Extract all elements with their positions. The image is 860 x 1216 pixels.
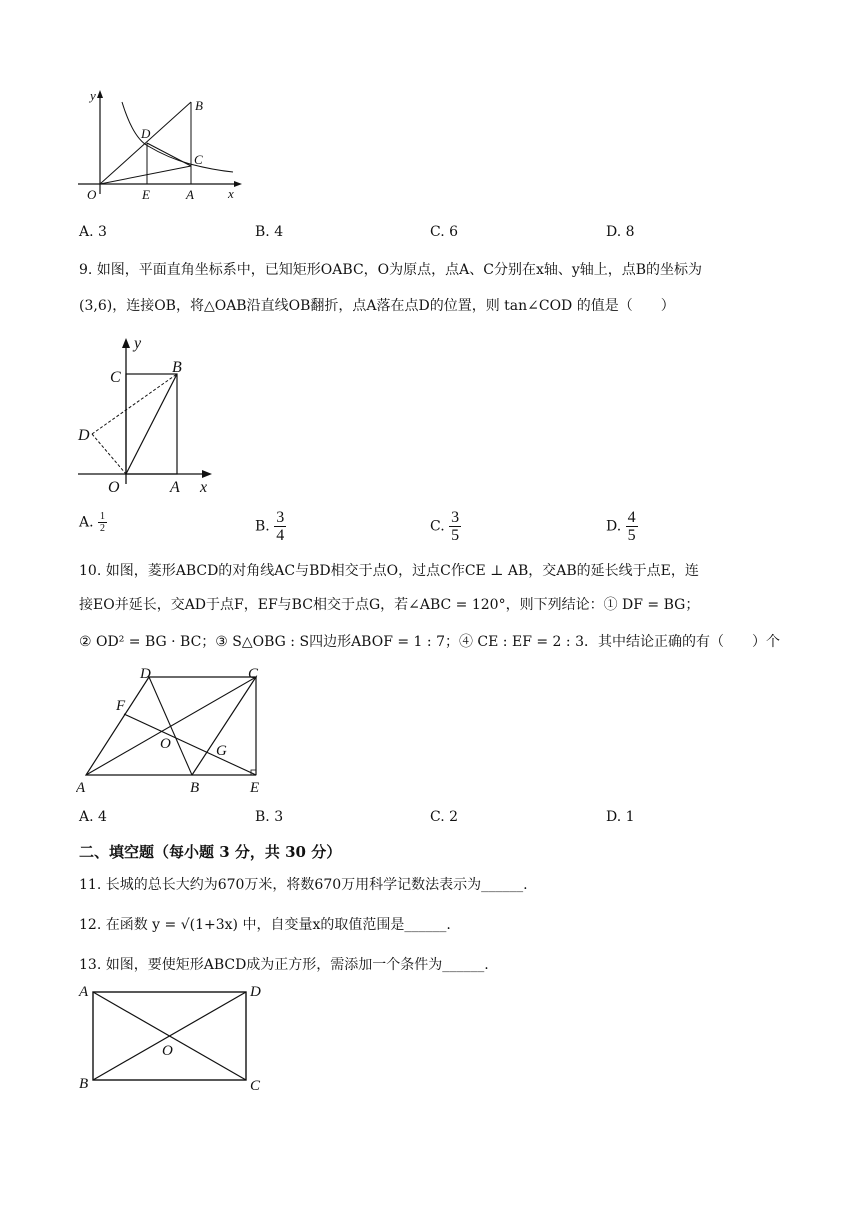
- q8-option-c[interactable]: C. 6: [430, 224, 459, 240]
- q10-label-F: F: [116, 698, 126, 714]
- q9-option-d-num: 4: [627, 509, 636, 526]
- q9-label-x: x: [200, 479, 208, 496]
- q9-option-a-letter: A.: [79, 514, 94, 531]
- q8-label-B: B: [195, 98, 203, 113]
- q8-label-O: O: [87, 187, 97, 202]
- q10-label-G: G: [216, 743, 227, 759]
- q10-stem-line2: 接EO并延长，交AD于点F，EF与BC相交于点G，若∠ABC = 120°，则下列结论：① DF = BG；: [79, 597, 700, 613]
- q9-label-D: D: [78, 427, 90, 444]
- q8-label-y: y: [90, 88, 96, 103]
- q9-option-c-fraction: [449, 509, 461, 544]
- q9-option-a-num: 1: [100, 511, 106, 522]
- q9-label-B: B: [172, 359, 182, 376]
- q10-label-D: D: [140, 666, 151, 682]
- q9-option-a-fraction: [98, 511, 107, 534]
- q9-option-c-num: 3: [451, 509, 460, 526]
- q10-stem-line1: 10. 如图，菱形ABCD的对角线AC与BD相交于点O，过点C作CE ⊥ AB，交AB的延长线于点E，连: [79, 563, 699, 579]
- q9-label-y: y: [134, 335, 142, 352]
- q8-label-D: D: [141, 126, 151, 141]
- q10-option-c[interactable]: C. 2: [430, 809, 459, 825]
- q9-option-c-den: 5: [451, 527, 460, 544]
- q8-option-b[interactable]: B. 4: [255, 224, 284, 240]
- q8-label-C: C: [194, 152, 203, 167]
- q10-figure: [76, 664, 276, 799]
- q9-option-c[interactable]: [430, 509, 461, 544]
- q11-text: 11. 长城的总长大约为670万米，将数670万用科学记数法表示为______.: [79, 877, 528, 893]
- q10-label-E: E: [250, 780, 260, 796]
- q9-option-b[interactable]: [255, 509, 286, 544]
- q9-stem-line1: 9. 如图，平面直角坐标系中，已知矩形OABC，O为原点，点A、C分别在x轴、y轴上，点B的坐标为: [79, 262, 703, 278]
- q13-label-A: A: [79, 984, 89, 1000]
- q8-figure: [78, 88, 248, 203]
- q9-label-C: C: [110, 369, 121, 386]
- q9-label-O: O: [108, 479, 120, 496]
- q10-stem-line3: ② OD² = BG · BC；③ S△OBG : S四边形ABOF = 1 : 7；④ CE : EF = 2 : 3．其中结论正确的有（ ）个: [79, 634, 780, 650]
- q9-stem-line2: (3,6)，连接OB，将△OAB沿直线OB翻折，点A落在点D的位置，则 tan∠COD 的值是（ ）: [79, 298, 675, 314]
- q10-label-O: O: [160, 736, 171, 752]
- q10-option-b[interactable]: B. 3: [255, 809, 284, 825]
- section-2-heading: 二、填空题（每小题 3 分，共 30 分）: [79, 843, 342, 861]
- q9-option-b-letter: B.: [255, 518, 270, 535]
- q13-text: 13. 如图，要使矩形ABCD成为正方形，需添加一个条件为______.: [79, 957, 489, 973]
- q10-label-C: C: [248, 666, 259, 682]
- q10-option-d[interactable]: D. 1: [606, 809, 635, 825]
- q9-option-d-fraction: [626, 509, 638, 544]
- q13-figure: [76, 980, 271, 1095]
- q8-option-a[interactable]: A. 3: [79, 224, 107, 240]
- q9-option-b-fraction: [274, 509, 286, 544]
- q9-option-b-den: 4: [276, 527, 285, 544]
- q13-label-D: D: [250, 984, 261, 1000]
- q9-option-d[interactable]: [606, 509, 638, 544]
- q13-label-B: B: [79, 1076, 89, 1092]
- q9-option-b-num: 3: [276, 509, 285, 526]
- q8-label-A: A: [186, 187, 194, 202]
- q13-label-C: C: [250, 1078, 261, 1094]
- q9-option-a-den: 2: [100, 523, 106, 534]
- q10-label-A: A: [76, 780, 86, 796]
- q9-label-A: A: [170, 479, 180, 496]
- q9-option-d-letter: D.: [606, 518, 622, 535]
- q8-label-x: x: [228, 186, 234, 201]
- q9-option-c-letter: C.: [430, 518, 445, 535]
- q12-text: 12. 在函数 y = √(1+3x) 中，自变量x的取值范围是______.: [79, 917, 451, 933]
- q9-figure: [76, 334, 221, 499]
- q9-option-d-den: 5: [627, 527, 636, 544]
- q8-option-d[interactable]: D. 8: [606, 224, 635, 240]
- q10-option-a[interactable]: A. 4: [79, 809, 107, 825]
- q8-label-E: E: [142, 187, 150, 202]
- q13-label-O: O: [162, 1043, 173, 1059]
- q10-label-B: B: [190, 780, 200, 796]
- q9-option-a[interactable]: [79, 511, 107, 534]
